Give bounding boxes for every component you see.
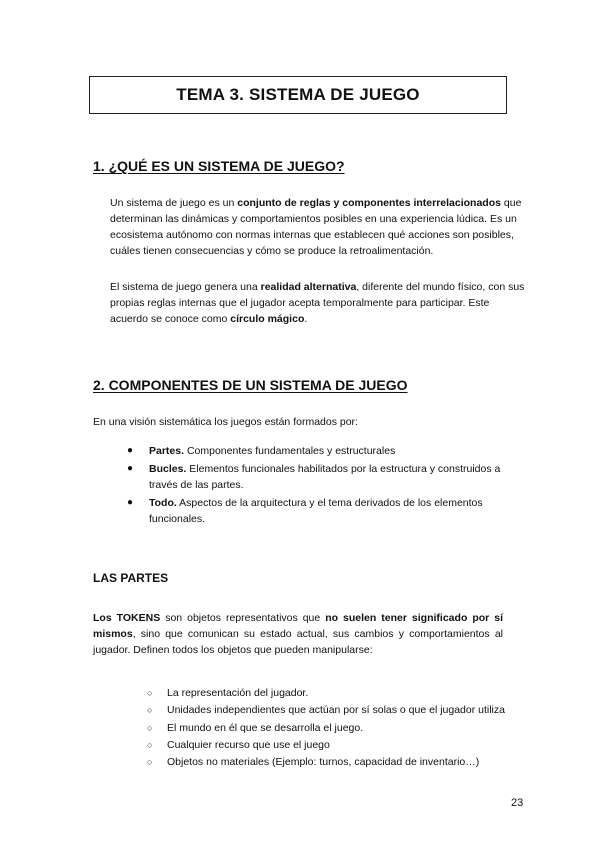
list-item [127,461,522,494]
partes-paragraph [93,610,503,658]
bold-run: realidad alternativa [260,281,357,293]
list-item-text: La representación del jugador. [167,687,309,699]
bold-run: no suelen tener significado por sí mismos [93,612,503,640]
text-run: que determinan las dinámicas y comportamientos posibles en una experiencia lúdica. Es un ecosistema autónomo con normas internas que establecen qué acciones son posibles, cuáles tienen consecuencias y cómo se produce la retroalimentación. [110,197,522,257]
list-item [147,685,547,702]
bold-run: Los TOKENS [93,612,161,624]
page-title: TEMA 3. SISTEMA DE JUEGO [176,85,420,104]
circle-bullet-icon: ○ [147,722,153,733]
bullet-icon: ● [127,462,134,474]
circle-bullet-icon: ○ [147,705,153,716]
text-run: El sistema de juego genera una [110,281,261,293]
list-item [127,443,522,460]
title-box [89,76,507,114]
circle-bullet-icon: ○ [147,688,153,698]
bullet-term: Todo. [149,496,177,509]
bullet-text: Aspectos de la arquitectura y el tema derivados de los elementos funcionales. [149,496,483,525]
page-number: 23 [511,797,524,809]
section1-paragraph-1 [110,195,530,259]
tokens-list [147,685,547,771]
bullet-text: Elementos funcionales habilitados por la estructura y construidos a través de las partes. [149,462,501,491]
list-item-text: Unidades independientes que actúan por sí solas o que el jugador utiliza [167,704,505,717]
text-run: , diferente del mundo físico, con sus propias reglas internas que el jugador acepta temporalmente para participar. Este acuerdo se conoce como [110,281,525,325]
text-run: . [304,313,308,325]
bold-run: círculo mágico [230,313,305,325]
section2-intro: En una visión sistemática los juegos están formados por: [93,416,358,428]
bullet-text: Componentes fundamentales y estructurales [184,445,396,457]
bullet-term: Partes. [149,445,185,457]
list-item [127,495,522,528]
section1-heading: 1. ¿QUÉ ES UN SISTEMA DE JUEGO? [93,158,345,174]
list-item-text: Cualquier recurso que use el juego [167,738,330,751]
list-item-text: Objetos no materiales (Ejemplo: turnos, capacidad de inventario…) [167,756,480,769]
bullet-icon: ● [127,496,134,508]
bullet-term: Bucles. [149,462,187,475]
circle-bullet-icon: ○ [147,739,153,750]
section1-paragraph-2 [110,279,530,327]
text-run: Un sistema de juego es un [110,197,238,209]
partes-heading: LAS PARTES [93,571,169,585]
list-item [147,754,547,771]
list-item [147,737,547,754]
bold-run: conjunto de reglas y componentes interrelacionados [237,197,501,209]
text-run: son objetos representativos que [160,612,326,624]
circle-bullet-icon: ○ [147,757,153,768]
list-item [147,702,547,719]
section2-heading: 2. COMPONENTES DE UN SISTEMA DE JUEGO [93,377,408,393]
list-item-text: El mundo en él que se desarrolla el juego. [167,721,364,734]
text-run: , sino que comunican su estado actual, sus cambios y comportamientos al jugador. Definen todos los objetos que pueden manipularse: [93,628,503,656]
list-item [147,720,547,737]
components-list [127,443,522,529]
bullet-icon: ● [127,445,134,456]
